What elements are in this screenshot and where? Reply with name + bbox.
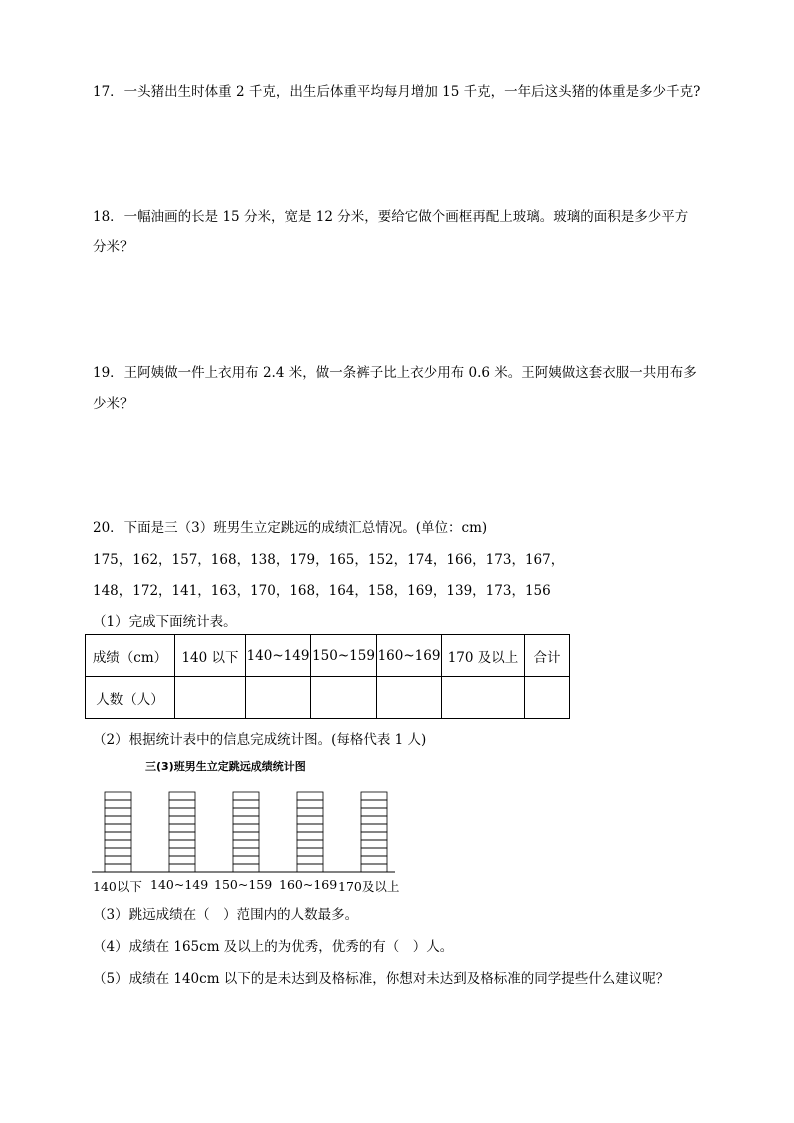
- x-tick-label: 140以下: [93, 879, 142, 894]
- question-20-intro: 20．下面是三（3）班男生立定跳远的成绩汇总情况。(单位：cm): [93, 520, 488, 536]
- grid-cell[interactable]: [361, 808, 387, 816]
- question-18-line-1: 18．一幅油画的长是 15 分米，宽是 12 分米，要给它做个画框再配上玻璃。玻璃的面积是多少平方: [93, 209, 689, 225]
- x-tick-label: 160~169: [279, 877, 338, 892]
- answer-cell[interactable]: [525, 677, 570, 719]
- grid-cell[interactable]: [297, 840, 323, 848]
- grid-cell[interactable]: [233, 864, 259, 872]
- grid-cell[interactable]: [361, 848, 387, 856]
- grid-cell[interactable]: [169, 816, 195, 824]
- grid-cell[interactable]: [233, 848, 259, 856]
- grid-cell[interactable]: [233, 800, 259, 808]
- grid-cell[interactable]: [169, 848, 195, 856]
- grid-cell[interactable]: [105, 808, 131, 816]
- grid-cell[interactable]: [297, 816, 323, 824]
- bar-grid-column[interactable]: [297, 792, 323, 872]
- grid-cell[interactable]: [361, 832, 387, 840]
- grid-cell[interactable]: [297, 824, 323, 832]
- bar-chart-grid: [90, 786, 410, 878]
- grid-cell[interactable]: [233, 792, 259, 800]
- grid-cell[interactable]: [105, 816, 131, 824]
- grid-cell[interactable]: [105, 800, 131, 808]
- x-tick-label: 150~159: [214, 877, 273, 892]
- grid-cell[interactable]: [297, 856, 323, 864]
- answer-cell[interactable]: [442, 677, 525, 719]
- grid-cell[interactable]: [233, 808, 259, 816]
- grid-cell[interactable]: [169, 824, 195, 832]
- question-20-part-5: （5）成绩在 140cm 以下的是未达到及格标准，你想对未达到及格标准的同学提些什么建议呢？: [93, 971, 670, 987]
- grid-cell[interactable]: [233, 824, 259, 832]
- grid-cell[interactable]: [233, 832, 259, 840]
- bar-grid-column[interactable]: [233, 792, 259, 872]
- grid-cell[interactable]: [169, 840, 195, 848]
- grid-cell[interactable]: [361, 816, 387, 824]
- answer-cell[interactable]: [377, 677, 442, 719]
- grid-cell[interactable]: [361, 840, 387, 848]
- grid-cell[interactable]: [361, 856, 387, 864]
- answer-cell[interactable]: [311, 677, 377, 719]
- grid-cell[interactable]: [105, 856, 131, 864]
- grid-cell[interactable]: [105, 840, 131, 848]
- grid-cell[interactable]: [233, 816, 259, 824]
- grid-cell[interactable]: [297, 832, 323, 840]
- x-tick-label: 140~149: [150, 877, 209, 892]
- grid-cell[interactable]: [169, 864, 195, 872]
- table-header-cell: 合计: [525, 635, 570, 677]
- grid-cell[interactable]: [361, 792, 387, 800]
- bar-grid-column[interactable]: [105, 792, 131, 872]
- grid-cell[interactable]: [105, 824, 131, 832]
- grid-cell[interactable]: [105, 848, 131, 856]
- table-row: [86, 635, 570, 677]
- question-19-line-1: 19．王阿姨做一件上衣用布 2.4 米，做一条裤子比上衣少用布 0.6 米。王阿姨做这套衣服一共用布多: [93, 365, 697, 381]
- answer-cell[interactable]: [175, 677, 246, 719]
- table-header-cell: 170 及以上: [442, 635, 525, 677]
- table-header-cell: 成绩（cm）: [86, 635, 175, 677]
- chart-title: 三(3)班男生立定跳远成绩统计图: [145, 760, 306, 773]
- grid-cell[interactable]: [233, 856, 259, 864]
- answer-cell[interactable]: [246, 677, 311, 719]
- grid-cell[interactable]: [297, 864, 323, 872]
- table-header-cell: 140~149: [246, 635, 311, 677]
- grid-cell[interactable]: [169, 800, 195, 808]
- bar-grid-column[interactable]: [361, 792, 387, 872]
- question-19-line-2: 少米？: [93, 396, 134, 412]
- grid-cell[interactable]: [297, 792, 323, 800]
- grid-cell[interactable]: [297, 800, 323, 808]
- grid-cell[interactable]: [169, 792, 195, 800]
- table-header-cell: 140 以下: [175, 635, 246, 677]
- statistics-table: [85, 634, 570, 719]
- question-20-part-1: （1）完成下面统计表。: [93, 614, 237, 630]
- grid-cell[interactable]: [105, 864, 131, 872]
- table-header-cell: 160~169: [377, 635, 442, 677]
- question-20-part-3: （3）跳远成绩在（ ）范围内的人数最多。: [93, 907, 359, 923]
- grid-cell[interactable]: [361, 800, 387, 808]
- grid-cell[interactable]: [169, 832, 195, 840]
- question-20-part-4: （4）成绩在 165cm 及以上的为优秀，优秀的有（ ）人。: [93, 939, 454, 955]
- grid-cell[interactable]: [361, 824, 387, 832]
- grid-cell[interactable]: [361, 864, 387, 872]
- question-20-part-2: （2）根据统计表中的信息完成统计图。(每格代表 1 人): [93, 732, 427, 748]
- question-20-data-line-1: 175，162，157，168，138，179，165，152，174，166，173，167，: [93, 552, 565, 568]
- grid-cell[interactable]: [105, 832, 131, 840]
- question-20-data-line-2: 148，172，141，163，170，168，164，158，169，139，173，156: [93, 583, 551, 599]
- grid-cell[interactable]: [169, 808, 195, 816]
- table-row: [86, 677, 570, 719]
- grid-cell[interactable]: [297, 848, 323, 856]
- x-tick-label: 170及以上: [338, 879, 400, 894]
- grid-cell[interactable]: [297, 808, 323, 816]
- grid-cell[interactable]: [233, 840, 259, 848]
- grid-cell[interactable]: [169, 856, 195, 864]
- question-18-line-2: 分米？: [93, 239, 134, 255]
- grid-cell[interactable]: [105, 792, 131, 800]
- question-17: 17．一头猪出生时体重 2 千克，出生后体重平均每月增加 15 千克，一年后这头猪的体重是多少千克?: [93, 84, 701, 100]
- table-header-cell: 150~159: [311, 635, 377, 677]
- table-row-label: 人数（人）: [86, 677, 175, 719]
- bar-grid-column[interactable]: [169, 792, 195, 872]
